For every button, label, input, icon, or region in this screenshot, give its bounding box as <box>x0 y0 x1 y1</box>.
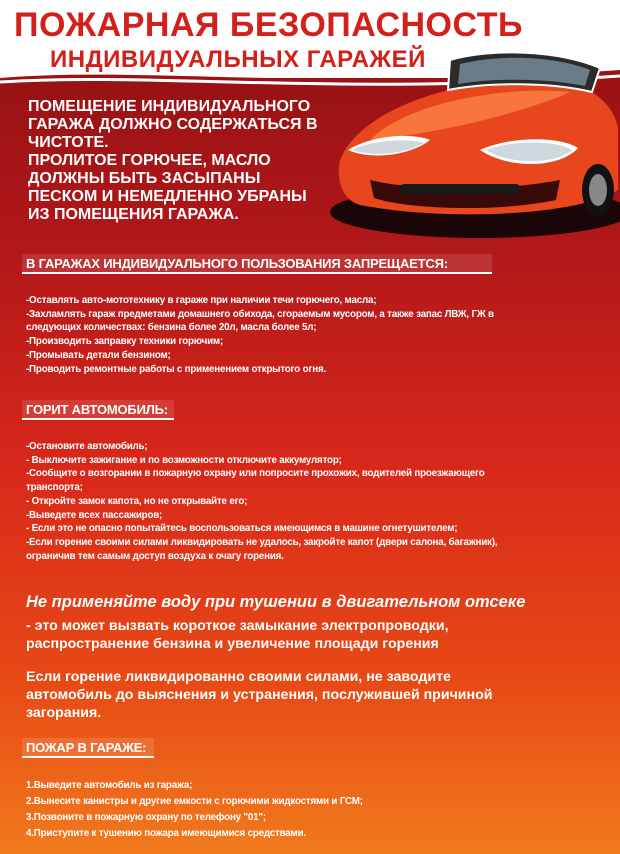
list-item: транспорта; <box>26 482 83 494</box>
intro-line: ПЕСКОМ И НЕМЕДЛЕННО УБРАНЫ <box>28 188 307 205</box>
list-item: 2.Вынесите канистры и другие емкости с горючими жидкостями и ГСМ; <box>26 796 363 807</box>
water-warning-text <box>26 617 606 653</box>
car-fire-heading: ГОРИТ АВТОМОБИЛЬ: <box>22 400 174 420</box>
water-warning-title: Не применяйте воду при тушении в двигательном отсеке <box>26 593 526 611</box>
list-item: -Если горение своими силами ликвидировать не удалось, закройте капот (двери салона, багажник), <box>26 536 498 548</box>
list-item: следующих количествах: бензина более 20л, масла более 5л; <box>26 322 317 334</box>
list-item: -Захламлять гараж предметами домашнего обихода, сгораемым мусором, а также запас ЛВЖ, ГЖ в <box>26 308 494 320</box>
extinguished-text <box>26 668 606 722</box>
list-item: - Откройте замок капота, но не открывайте его; <box>26 495 248 507</box>
list-item: - Если это не опасно попытайтесь воспользоваться имеющимся в машине огнетушителем; <box>26 523 458 535</box>
list-item: -Остановите автомобиль; <box>26 441 148 452</box>
extinguished-line: загорания. <box>26 705 102 721</box>
extinguished-line: Если горение ликвидированно своими силами, не заводите <box>26 669 451 685</box>
list-item: -Проводить ремонтные работы с применением открытого огня. <box>26 363 327 375</box>
intro-text <box>28 98 348 224</box>
car-illustration <box>330 40 620 240</box>
warning-line: - это может вызвать короткое замыкание электропроводки, <box>26 618 449 634</box>
list-item: 3.Позвоните в пожарную охрану по телефону "01"; <box>26 812 266 823</box>
intro-line: ПРОЛИТОЕ ГОРЮЧЕЕ, МАСЛО <box>28 152 271 169</box>
warning-line: распространение бензина и увеличение площади горения <box>26 636 439 652</box>
intro-line: ЧИСТОТЕ. <box>28 134 109 151</box>
forbidden-heading: В ГАРАЖАХ ИНДИВИДУАЛЬНОГО ПОЛЬЗОВАНИЯ ЗАПРЕЩАЕТСЯ: <box>22 254 492 274</box>
intro-line: ПОМЕЩЕНИЕ ИНДИВИДУАЛЬНОГО <box>28 98 311 115</box>
intro-line: ГАРАЖА ДОЛЖНО СОДЕРЖАТЬСЯ В <box>28 116 318 133</box>
list-item: ограничив тем самым доступ воздуха к очагу горения. <box>26 550 284 562</box>
poster-subtitle: ИНДИВИДУАЛЬНЫХ ГАРАЖЕЙ <box>50 46 426 73</box>
garage-fire-heading: ПОЖАР В ГАРАЖЕ: <box>22 738 154 758</box>
list-item: -Выведете всех пассажиров; <box>26 509 163 521</box>
car-fire-list <box>26 440 600 563</box>
list-item: - Выключите зажигание и по возможности отключите аккумулятор; <box>26 454 342 466</box>
intro-line: ДОЛЖНЫ БЫТЬ ЗАСЫПАНЫ <box>28 170 261 187</box>
list-item: 1.Выведите автомобиль из гаража; <box>26 780 193 791</box>
garage-fire-list <box>26 778 600 842</box>
list-item: -Сообщите о возгорании в пожарную охрану или попросите прохожих, водителей проезжающего <box>26 468 485 480</box>
intro-line: ИЗ ПОМЕЩЕНИЯ ГАРАЖА. <box>28 206 239 223</box>
list-item: 4.Приступите к тушению пожара имеющимися средствами. <box>26 828 306 839</box>
sports-car-icon <box>330 40 620 240</box>
poster-title: ПОЖАРНАЯ БЕЗОПАСНОСТЬ <box>14 6 523 44</box>
forbidden-list <box>26 294 600 376</box>
extinguished-line: автомобиль до выяснения и устранения, послужившей причиной <box>26 687 493 703</box>
list-item: -Производить заправку техники горючим; <box>26 336 224 348</box>
list-item: -Оставлять авто-мототехнику в гараже при наличии течи горючего, масла; <box>26 295 377 306</box>
list-item: -Промывать детали бензином; <box>26 349 171 361</box>
